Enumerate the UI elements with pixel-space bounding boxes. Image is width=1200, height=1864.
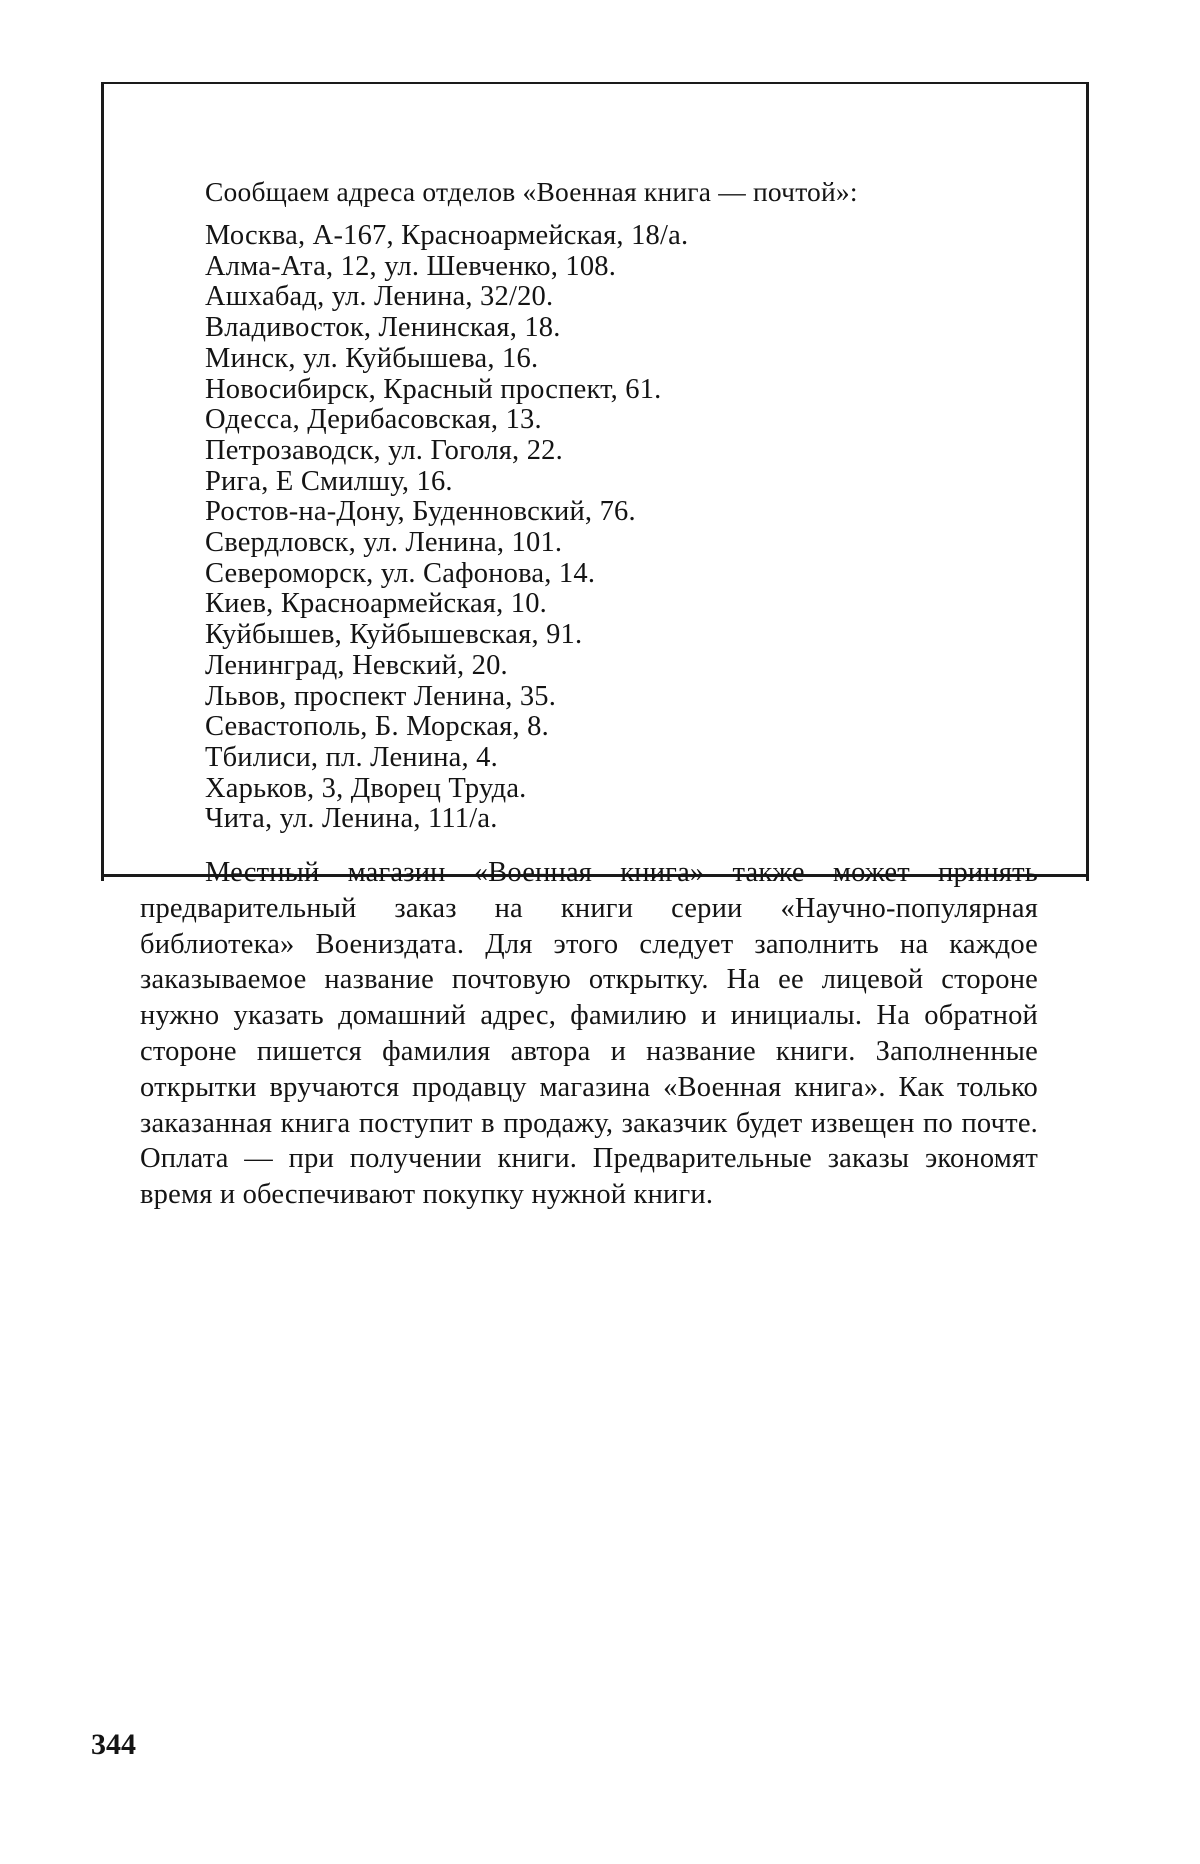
address-item: Куйбышев, Куйбышевская, 91. [205,620,1038,651]
address-item: Ашхабад, ул. Ленина, 32/20. [205,282,1038,313]
address-item: Владивосток, Ленинская, 18. [205,313,1038,344]
intro-line: Сообщаем адреса отделов «Военная книга — почтой»: [140,172,1038,211]
page-content [140,172,1038,1213]
address-item: Североморск, ул. Сафонова, 14. [205,559,1038,590]
address-item: Львов, проспект Ленина, 35. [205,682,1038,713]
address-item: Москва, А-167, Красноармейская, 18/а. [205,221,1038,252]
address-item: Харьков, 3, Дворец Труда. [205,774,1038,805]
page-number: 344 [91,1728,136,1762]
body-paragraph: Местный магазин «Военная книга» также может принять предварительный заказ на книги серии «Научно-популярная библиотека» Воениздата. Для этого следует заполнить на каждое заказываемое название почтовую открытку. На ее лицевой стороне нужно указать домашний адрес, фамилию и инициалы. На обратной стороне пишется фамилия автора и название книги. Заполненные открытки вручаются продавцу магазина «Военная книга». Как только заказанная книга поступит в продажу, заказчик будет извещен по почте. Оплата — при получении книги. Предварительные заказы экономят время и обеспечивают покупку нужной книги. [140,855,1038,1213]
address-item: Киев, Красноармейская, 10. [205,589,1038,620]
address-item: Ростов-на-Дону, Буденновский, 76. [205,497,1038,528]
address-list [140,221,1038,835]
address-item: Тбилиси, пл. Ленина, 4. [205,743,1038,774]
address-item: Севастополь, Б. Морская, 8. [205,712,1038,743]
address-item: Минск, ул. Куйбышева, 16. [205,344,1038,375]
address-item: Алма-Ата, 12, ул. Шевченко, 108. [205,252,1038,283]
address-item: Одесса, Дерибасовская, 13. [205,405,1038,436]
address-item: Рига, Е Смилшу, 16. [205,467,1038,498]
address-item: Чита, ул. Ленина, 111/а. [205,804,1038,835]
address-item: Свердловск, ул. Ленина, 101. [205,528,1038,559]
address-item: Петрозаводск, ул. Гоголя, 22. [205,436,1038,467]
address-item: Новосибирск, Красный проспект, 61. [205,375,1038,406]
address-item: Ленинград, Невский, 20. [205,651,1038,682]
